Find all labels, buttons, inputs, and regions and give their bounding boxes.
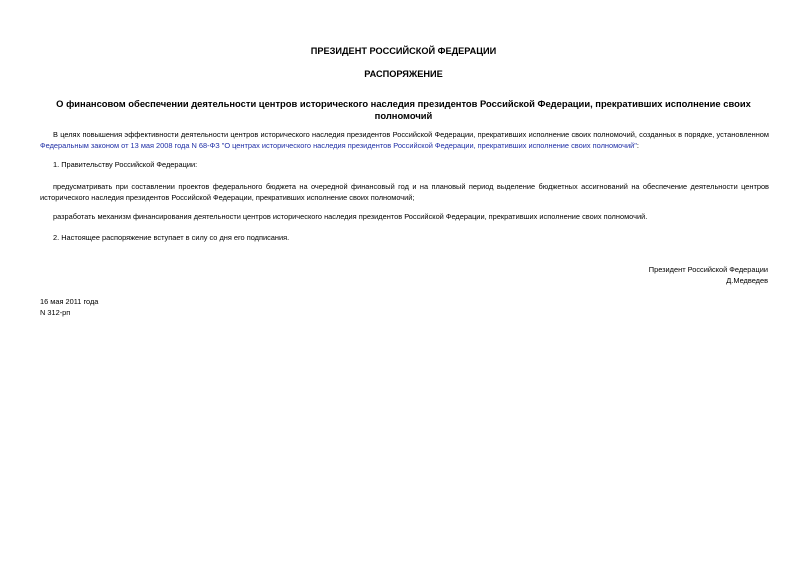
preamble-lead: В целях повышения эффективности деятельности центров исторического наследия президентов Российской Федерации, прекративших исполнение своих полномочий, созданных в порядке, установленном [53, 130, 769, 139]
document-title: О финансовом обеспечении деятельности центров исторического наследия президентов Российской Федерации, прекративших исполнение своих полномочий [56, 98, 751, 121]
item-2-paragraph [40, 232, 769, 243]
signature-name: Д.Медведев [726, 276, 768, 285]
item-2-text: 2. Настоящее распоряжение вступает в силу со дня его подписания. [53, 233, 290, 242]
date-number-block [40, 296, 98, 318]
item-1-text: 1. Правительству Российской Федерации: [53, 160, 198, 169]
document-date: 16 мая 2011 года [40, 297, 99, 306]
issuer-heading: ПРЕЗИДЕНТ РОССИЙСКОЙ ФЕДЕРАЦИИ [310, 46, 497, 56]
item-1-budget-paragraph [40, 181, 769, 203]
document-type-heading: РАСПОРЯЖЕНИЕ [364, 69, 443, 79]
federal-law-link[interactable]: Федеральным законом от 13 мая 2008 года N 68-ФЗ "О центрах исторического наследия президентов Российской Федерации, прекративших исполнение своих полномочий" [40, 141, 637, 150]
item-1-mechanism-text: разработать механизм финансирования деятельности центров исторического наследия президентов Российской Федерации, прекративших исполнение своих полномочий. [53, 212, 648, 221]
signature-position: Президент Российской Федерации [648, 265, 768, 274]
item-1-mechanism-paragraph [40, 211, 769, 222]
signature-block [649, 264, 768, 286]
preamble-tail: : [636, 141, 639, 150]
item-1-budget-text: предусматривать при составлении проектов федерального бюджета на очередной финансовый год и на плановый период выделение бюджетных ассигнований на обеспечение деятельности центров исторического наследия президентов Российской Федерации, прекративших исполнение своих полномочий; [40, 182, 769, 202]
preamble-text [40, 129, 769, 151]
item-1-paragraph [40, 159, 769, 170]
document-number: N 312-рп [40, 308, 71, 317]
preamble-paragraph [40, 129, 769, 151]
